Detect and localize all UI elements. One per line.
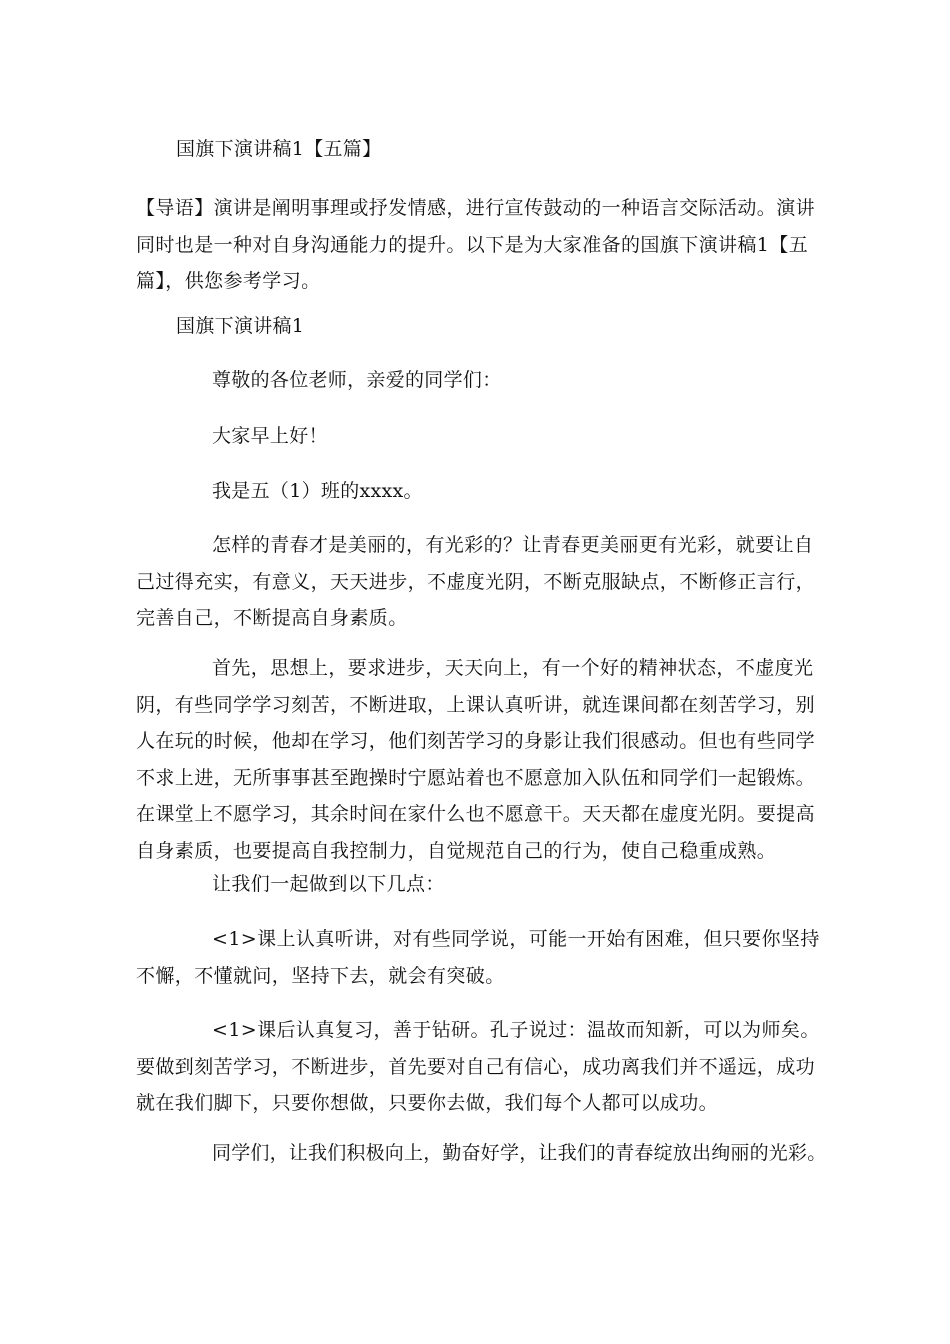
paragraph-3: 让我们一起做到以下几点： — [212, 873, 445, 895]
paragraph-2: 首先，思想上，要求进步，天天向上，有一个好的精神状态，不虚度光阴，有些同学学习刻苦，不断进取，上课认真听讲，就连课间都在刻苦学习，别人在玩的时候，他却在学习，他们刻苦学习的身影让我们很感动。但也有些同学不求上进，无所事事甚至跑操时宁愿站着也不愿意加入队伍和同学们一起锻炼。在课堂上不愿学习，其余时间在家什么也不愿意干。天天都在虚度光阴。要提高自身素质，也要提高自我控制力，自觉规范自己的行为，使自己稳重成熟。 — [136, 657, 816, 862]
point-2: <1>课后认真复习，善于钻研。孔子说过：温故而知新，可以为师矣。要做到刻苦学习，不断进步，首先要对自己有信心，成功离我们并不遥远，成功就在我们脚下，只要你想做，只要你去做，我们每个人都可以成功。 — [136, 1019, 820, 1115]
self-introduction: 我是五（1）班的xxxx。 — [212, 480, 423, 502]
point-1: <1>课上认真听讲，对有些同学说，可能一开始有困难，但只要你坚持不懈，不懂就问，坚持下去，就会有突破。 — [136, 928, 820, 987]
paragraph-1: 怎样的青春才是美丽的，有光彩的？让青春更美丽更有光彩，就要让自己过得充实，有意义，天天进步，不虚度光阴，不断克服缺点，不断修正言行，完善自己，不断提高自身素质。 — [136, 534, 816, 630]
intro-paragraph: 【导语】演讲是阐明事理或抒发情感，进行宣传鼓动的一种语言交际活动。演讲同时也是一种对自身沟通能力的提升。以下是为大家准备的国旗下演讲稿1【五篇】，供您参考学习。 — [136, 197, 816, 292]
document-title: 国旗下演讲稿1【五篇】 — [176, 138, 382, 160]
section-title: 国旗下演讲稿1 — [176, 315, 305, 337]
greeting-line: 尊敬的各位老师，亲爱的同学们： — [212, 369, 502, 391]
morning-greeting: 大家早上好！ — [212, 425, 328, 447]
closing-paragraph: 同学们，让我们积极向上，勤奋好学，让我们的青春绽放出绚丽的光彩。 — [212, 1142, 827, 1164]
